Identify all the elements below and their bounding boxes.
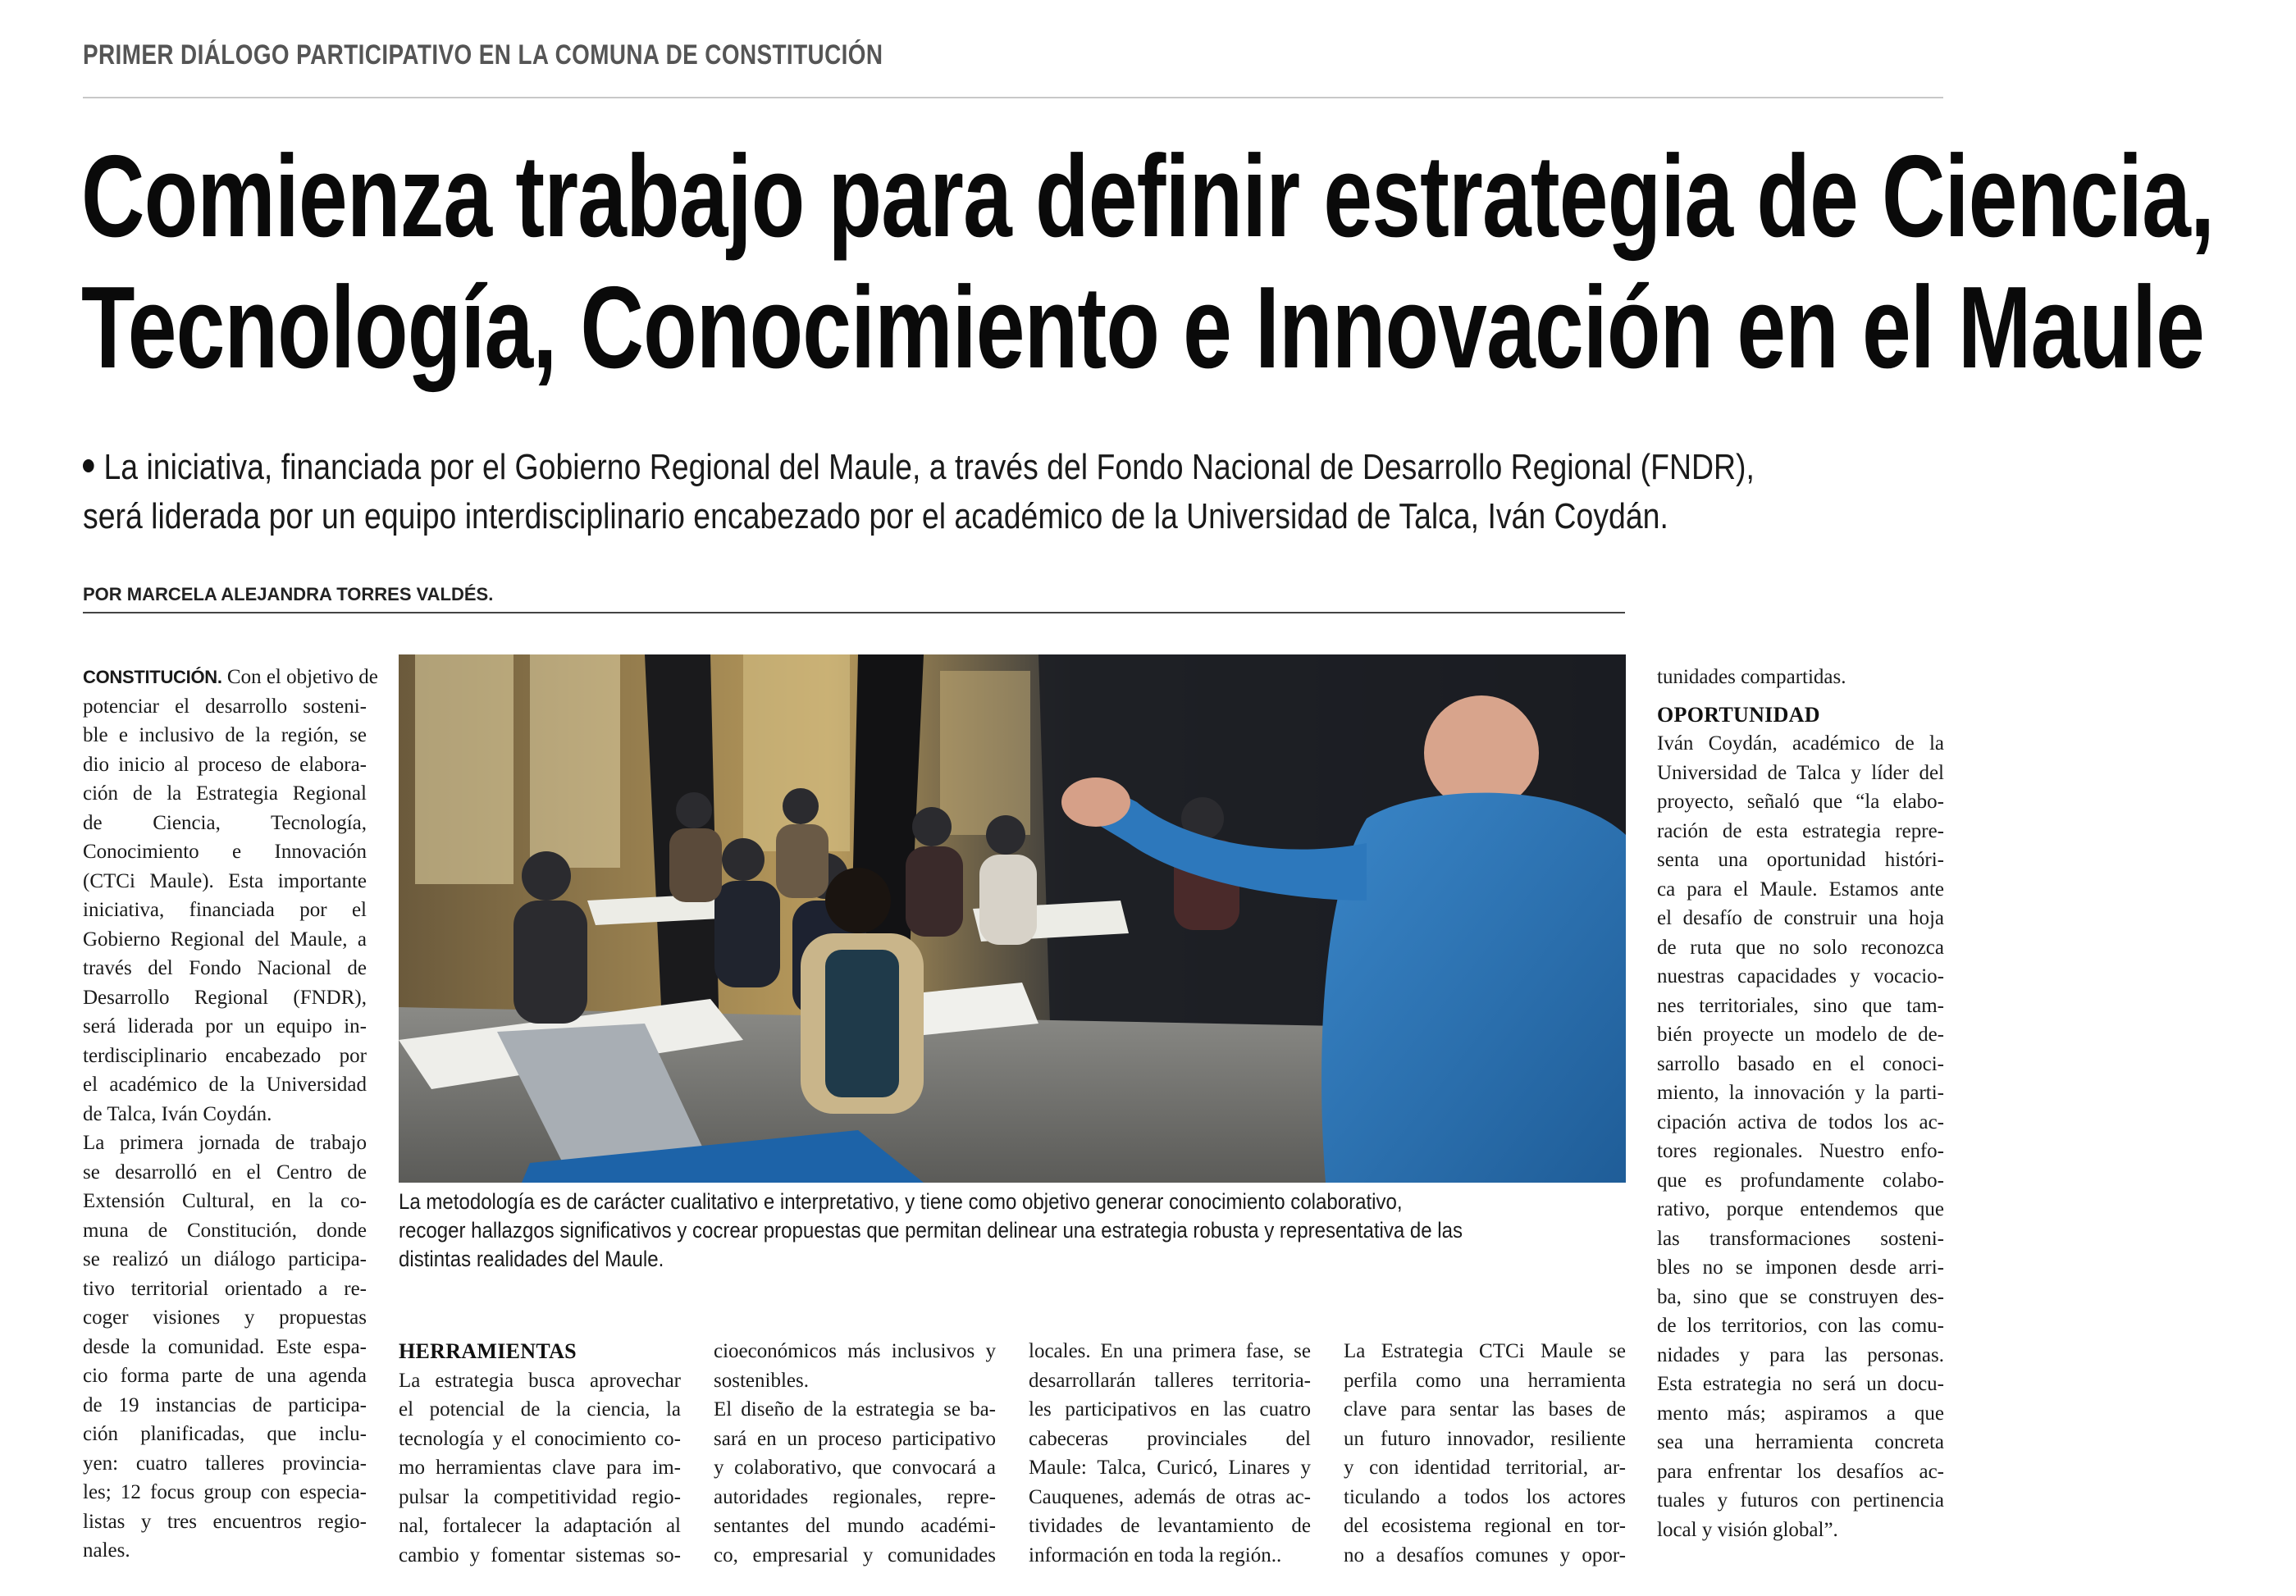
text-line: cipación activa de todos los ac- — [1657, 1110, 1944, 1133]
text-line: nes territoriales, sino que tam- — [1657, 994, 1944, 1017]
text-line: clave para sentar las bases de — [1344, 1398, 1626, 1420]
text-line: tividades de levantamiento de — [1029, 1515, 1311, 1537]
text-line: través del Fondo Nacional de — [83, 957, 367, 979]
text-line: La Estrategia CTCi Maule se — [1344, 1340, 1626, 1362]
text-line: de 19 instancias de participa- — [83, 1393, 367, 1416]
section-kicker: PRIMER DIÁLOGO PARTICIPATIVO EN LA COMUNA DE CONSTITUCIÓN — [83, 39, 883, 71]
text-line: bién proyecte un modelo de de- — [1657, 1024, 1944, 1046]
text-line: ba, sino que se construyen des- — [1657, 1285, 1944, 1308]
byline-rule — [83, 612, 1625, 613]
text-line: de Ciencia, Tecnología, — [83, 811, 367, 834]
text-line: Maule: Talca, Curicó, Linares y — [1029, 1457, 1311, 1479]
text-line: muna de Constitución, donde — [83, 1219, 367, 1242]
text-line: Universidad de Talca y líder del — [1657, 761, 1944, 784]
headline-line-1: Comienza trabajo para definir estrategia de Ciencia, — [81, 131, 2215, 262]
text-line: el potencial de la ciencia, la — [399, 1398, 681, 1420]
text-line: coger visiones y propuestas — [83, 1306, 367, 1329]
text-line: un futuro innovador, resiliente — [1344, 1427, 1626, 1450]
dek-line-2: será liderada por un equipo interdisciplinario encabezado por el académico de la Universidad de Talca, Iván Coydán. — [83, 496, 1668, 536]
text-line: Gobierno Regional del Maule, a — [83, 928, 367, 951]
text-line: tunidades compartidas. — [1657, 666, 1846, 688]
text-line: nales. — [83, 1539, 130, 1562]
text-line: ticulando a todos los actores — [1344, 1485, 1626, 1508]
text-line: pulsar la competitividad regio- — [399, 1485, 681, 1508]
text-line: Desarrollo Regional (FNDR), — [83, 986, 367, 1009]
text-line: potenciar el desarrollo sosteni- — [83, 695, 367, 718]
headline — [81, 131, 2296, 394]
text-line: co, empresarial y comunidades — [714, 1544, 996, 1566]
text-line: listas y tres encuentros regio- — [83, 1510, 367, 1533]
text-line: ción planificadas, que inclu- — [83, 1423, 367, 1445]
text-line: yen: cuatro talleres provincia- — [83, 1452, 367, 1475]
text-line: les; 12 focus group con especia- — [83, 1481, 367, 1503]
article-column-3 — [714, 1337, 996, 1570]
text-line: de Talca, Iván Coydán. — [83, 1102, 272, 1125]
text-line: cambio y fomentar sistemas so- — [399, 1544, 681, 1566]
photo-caption — [399, 1188, 1509, 1274]
article-column-4 — [1029, 1337, 1311, 1570]
text-line: (CTCi Maule). Esta importante — [83, 869, 367, 892]
text-line: el desafío de construir una hoja — [1657, 907, 1944, 929]
text-line: ración de esta estrategia repre- — [1657, 819, 1944, 842]
text-line: no a desafíos comunes y opor- — [1344, 1544, 1626, 1566]
text-line: nidades y para las personas. — [1657, 1343, 1944, 1366]
dateline: CONSTITUCIÓN. — [83, 667, 222, 687]
text-line: Extensión Cultural, en la co- — [83, 1190, 367, 1212]
text-line: tivo territorial orientado a re- — [83, 1277, 367, 1300]
text-line: perfila como una herramienta — [1344, 1369, 1626, 1392]
text-line: El diseño de la estrategia se ba- — [714, 1398, 996, 1420]
text-line: dio inicio al proceso de elabora- — [83, 753, 367, 776]
text-line: sea una herramienta concreta — [1657, 1431, 1944, 1453]
article-photo — [399, 654, 1626, 1183]
text-line: cabeceras provinciales del — [1029, 1427, 1311, 1450]
text-line: desde la comunidad. Este espa- — [83, 1335, 367, 1358]
text-line: y con identidad territorial, ar- — [1344, 1457, 1626, 1479]
text-line: La estrategia busca aprovechar — [399, 1369, 681, 1392]
caption-line-3: distintas realidades del Maule. — [399, 1247, 664, 1271]
text-line: bles no se imponen desde arri- — [1657, 1256, 1944, 1279]
text-line: iniciativa, financiada por el — [83, 899, 367, 921]
text-line: local y visión global”. — [1657, 1518, 1838, 1541]
text-line: tuales y futuros con pertinencia — [1657, 1489, 1944, 1512]
text-line: senta una oportunidad históri- — [1657, 849, 1944, 871]
text-line — [83, 663, 378, 692]
text-line: La primera jornada de trabajo — [83, 1132, 367, 1154]
bullet-icon — [83, 459, 94, 472]
text-line: ción de la Estrategia Regional — [83, 782, 367, 805]
text-line: se realizó un diálogo participa- — [83, 1248, 367, 1270]
text-line: les participativos en las cuatro — [1029, 1398, 1311, 1420]
text-line: Conocimiento e Innovación — [83, 841, 367, 863]
text-line: las transformaciones sosteni- — [1657, 1227, 1944, 1250]
column-subhead: OPORTUNIDAD — [1657, 702, 1820, 727]
text-line: sostenibles. — [714, 1369, 809, 1392]
caption-line-2: recoger hallazgos significativos y cocrear propuestas que permitan delinear una estrategia robusta y representativa de las — [399, 1218, 1463, 1243]
text-line: nal, fortalecer la adaptación al — [399, 1515, 681, 1537]
caption-line-1: La metodología es de carácter cualitativo e interpretativo, y tiene como objetivo generar conocimiento colaborativo, — [399, 1189, 1403, 1214]
text-line: nuestras capacidades y vocacio- — [1657, 965, 1944, 987]
text-line: del ecosistema regional en tor- — [1344, 1515, 1626, 1537]
dek — [83, 443, 1965, 541]
text-line: se desarrolló en el Centro de — [83, 1161, 367, 1183]
text-line: y colaborativo, que convocará a — [714, 1457, 996, 1479]
text-line: terdisciplinario encabezado por — [83, 1044, 367, 1067]
text-line: Iván Coydán, académico de la — [1657, 732, 1944, 755]
text-line: autoridades regionales, repre- — [714, 1485, 996, 1508]
text-line: Cauquenes, además de otras ac- — [1029, 1485, 1311, 1508]
text-line: cioeconómicos más inclusivos y — [714, 1340, 996, 1362]
text-line: proyecto, señaló que “la elabo- — [1657, 791, 1944, 813]
headline-line-2: Tecnología, Conocimiento e Innovación en el Maule — [81, 262, 2205, 393]
text-line: sentantes del mundo académi- — [714, 1515, 996, 1537]
text-line: cio forma parte de una agenda — [83, 1365, 367, 1387]
article-column-1 — [83, 663, 378, 1566]
dek-line-1: La iniciativa, financiada por el Gobierno Regional del Maule, a través del Fondo Nacional de Desarrollo Regional (FNDR), — [103, 447, 1755, 487]
column-subhead: HERRAMIENTAS — [399, 1339, 577, 1363]
text-line: tecnología y el conocimiento co- — [399, 1427, 681, 1450]
text-line: para enfrentar los desafíos ac- — [1657, 1460, 1944, 1483]
text-line: el académico de la Universidad — [83, 1074, 367, 1096]
byline: POR MARCELA ALEJANDRA TORRES VALDÉS. — [83, 584, 494, 604]
article-column-5 — [1344, 1337, 1626, 1570]
text-line: mento más; aspiramos a que — [1657, 1402, 1944, 1425]
text-line: de ruta que no solo reconozca — [1657, 936, 1944, 959]
text-line: sará en un proceso participativo — [714, 1427, 996, 1450]
article-column-2 — [399, 1337, 681, 1570]
text-line: sarrollo basado en el conoci- — [1657, 1052, 1944, 1075]
workshop-photo-illustration — [399, 654, 1626, 1183]
text-line: que es profundamente colabo- — [1657, 1169, 1944, 1192]
text-line: tores regionales. Nuestro enfo- — [1657, 1140, 1944, 1162]
text-line: de los territorios, con las comu- — [1657, 1315, 1944, 1337]
text-line: locales. En una primera fase, se — [1029, 1340, 1311, 1362]
text-line: desarrollarán talleres territoria- — [1029, 1369, 1311, 1392]
article-column-6 — [1657, 663, 1944, 1544]
text-line: mo herramientas clave para im- — [399, 1457, 681, 1479]
text-line: será liderada por un equipo in- — [83, 1015, 367, 1037]
spacer — [1657, 692, 1944, 700]
text-line: información en toda la región.. — [1029, 1544, 1282, 1566]
top-rule — [83, 97, 1943, 98]
text-line: ble e inclusivo de la región, se — [83, 724, 367, 746]
text-line-rest: Con el objetivo de — [221, 666, 378, 688]
text-line: ca para el Maule. Estamos ante — [1657, 878, 1944, 901]
text-line: miento, la innovación y la parti- — [1657, 1082, 1944, 1104]
text-line: rativo, porque entendemos que — [1657, 1198, 1944, 1220]
text-line: Esta estrategia no será un docu- — [1657, 1373, 1944, 1395]
